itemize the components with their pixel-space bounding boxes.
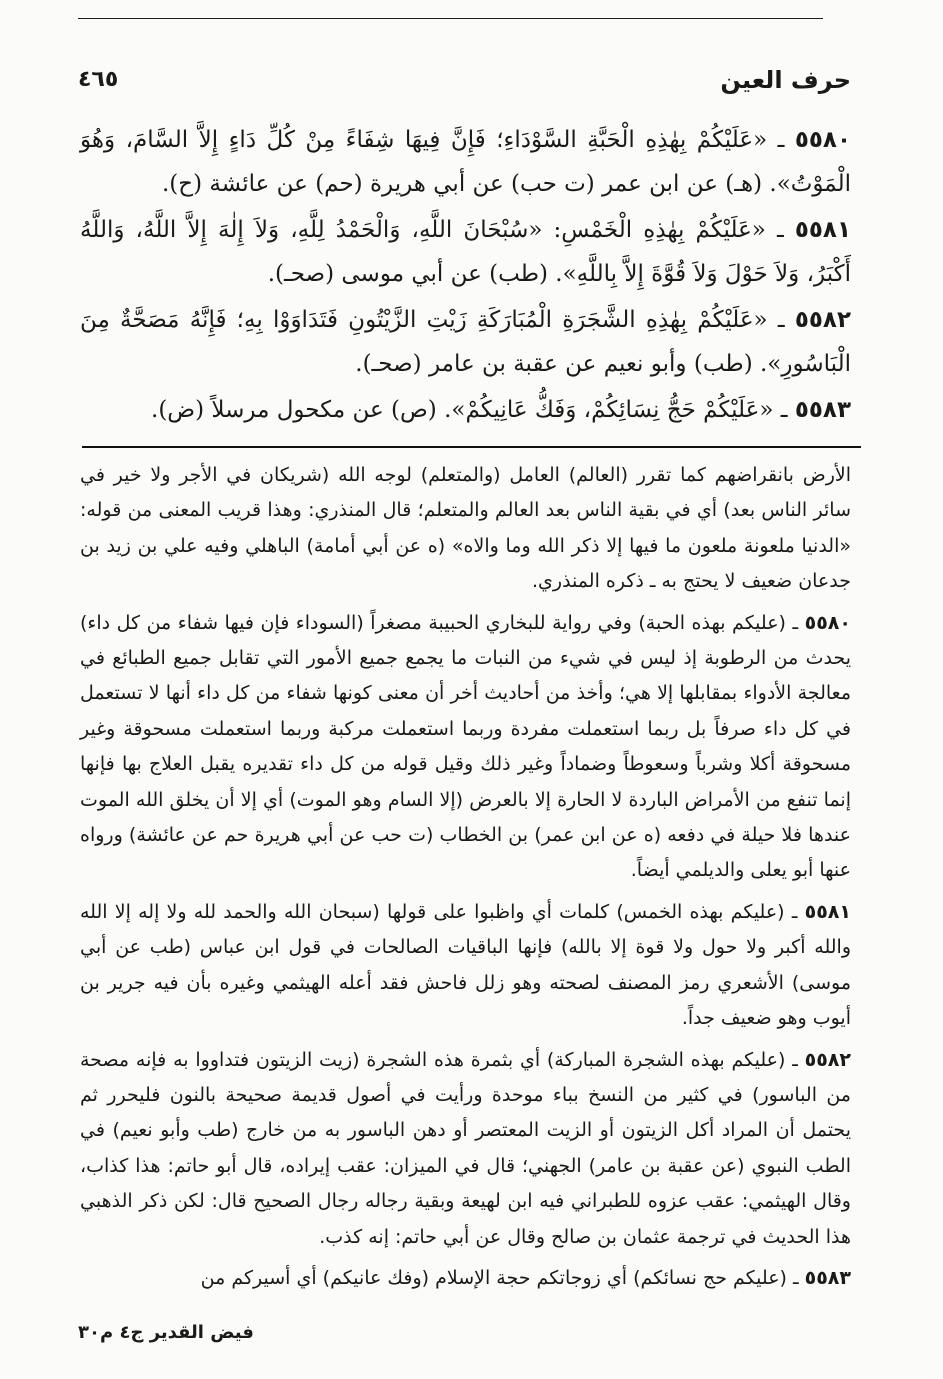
commentary-number: ٥٥٨٢ xyxy=(804,1048,851,1071)
commentary-text: (عليكم بهذه الخمس) كلمات أي واظبوا على قولها (سبحان الله والحمد لله ولا إله إلا الله والله أكبر ولا حول ولا قوة إلا بالله) فإنها الباقيات الصالحات في قول ابن عباس (طب عن أبي موسى) الأشعري رمز المصنف لصحته وهو زلل فاحش فقد أعله الهيثمي وغيره بأن فيه جرير بن أيوب وهو ضعيف جداً. xyxy=(80,900,851,1030)
commentary-item: ٥٥٨٠ ـ (عليكم بهذه الحبة) وفي رواية للبخاري الحبيبة مصغراً (السوداء فإن فيها شفاء من كل داء) يحدث من الرطوبة إذ ليس في شيء من النبات ما يجمع جميع الأمور التي تقابل جميع الطبائع في معالجة الأدواء بمقابلها إلا هي؛ وأخذ من أحاديث أخر أن معنى كونها شفاء من كل داء أنها لا تستعمل في كل داء صرفاً بل ربما استعملت مفردة وربما استعملت مركبة وربما استعملت مسحوقة وغير مسحوقة أكلا وشرباً وسعوطاً وضماداً وغير ذلك وقيل قوله من كل داء تقديره يقبل العلاج بها فإنها إنما تنفع من الأمراض الباردة لا الحارة إلا بالعرض (إلا السام وهو الموت) أي إلا أن يخلق الله الموت عندها فلا حيلة في دفعه (ه عن ابن عمر) بن الخطاب (ت حب عن أبي هريرة حم عن عائشة) ورواه عنها أبو يعلى والديلمي أيضاً. xyxy=(80,611,851,882)
hadith-item: ٥٥٨٣ ـ «عَلَيْكُمْ حَجُّ نِسَائِكُمْ، وَفَكُّ عَانِيكُمْ». (ص) عن مكحول مرسلاً (ض). xyxy=(151,397,851,423)
commentary-number: ٥٥٨٠ xyxy=(804,611,851,634)
commentary-number: ٥٥٨١ xyxy=(804,900,851,923)
hadith-number: ٥٥٨٣ xyxy=(794,397,851,423)
footer-signature: فيض القدير ج٤ م٣٠ xyxy=(78,1322,254,1343)
commentary-item: ٥٥٨٣ ـ (عليكم حج نسائكم) أي زوجاتكم حجة الإسلام (وفك عانيكم) أي أسيركم من xyxy=(200,1266,851,1289)
hadith-number: ٥٥٨١ xyxy=(794,217,851,243)
header-rule xyxy=(78,18,823,19)
commentary-section xyxy=(80,458,851,1302)
header-title: حرف العين xyxy=(720,66,851,94)
running-header xyxy=(78,62,851,98)
hadith-text: «عَلَيْكُمْ بِهٰذِهِ الْخَمْسِ: «سُبْحَانَ اللَّهِ، وَالْحَمْدُ لِلَّهِ، وَلاَ إِلٰهَ إِلاَّ اللَّهُ، وَاللَّهُ أَكْبَرُ، وَلاَ حَوْلَ وَلاَ قُوَّةَ إِلاَّ بِاللَّهِ». (طب) عن أبي موسى (صحـ). xyxy=(80,217,851,287)
commentary-text: (عليكم بهذه الشجرة المباركة) أي بثمرة هذه الشجرة (زيت الزيتون فتداووا به فإنه مصحة من الباسور) في كثير من النسخ بباء موحدة ورأيت في أصول قديمة صحيحة بالنون فليحرر ثم يحتمل أن المراد أكل الزيتون أو الزيت المعتصر أو دهن الباسور به من خارج (طب وأبو نعيم) في الطب النبوي (عن عقبة بن عامر) الجهني؛ قال في الميزان: عقب إيراده، قال أبو حاتم: هذا كذاب، وقال الهيثمي: عقب عزوه للطبراني فيه ابن لهيعة وبقية رجاله رجال الصحيح قال: لكن ذكر الذهبي هذا الحديث في ترجمة عثمان بن صالح وقال عن أبي حاتم: إنه كذب. xyxy=(80,1048,851,1248)
hadith-text: «عَلَيْكُمْ بِهٰذِهِ الشَّجَرَةِ الْمُبَارَكَةِ زَيْتِ الزَّيْتُونِ فَتَدَاوَوْا بِهِ؛ فَإِنَّهُ مَصَحَّةٌ مِنَ الْبَاسُورِ». (طب) وأبو نعيم عن عقبة بن عامر (صحـ). xyxy=(80,307,851,377)
footnote-separator xyxy=(82,446,861,448)
hadith-list xyxy=(80,118,851,434)
commentary-text: الأرض بانقراضهم كما تقرر (العالم) العامل (والمتعلم) لوجه الله (شريكان في الأجر ولا خير في سائر الناس بعد) أي في بقية الناس بعد العالم والمتعلم؛ قال المنذري: وهذا قريب المعنى من قوله: «الدنيا ملعونة ملعون ما فيها إلا ذكر الله وما والاه» (ه عن أبي أمامة) الباهلي وفيه علي بن زيد بن جدعان ضعيف لا يحتج به ـ ذكره المنذري. xyxy=(80,464,851,593)
hadith-item: ٥٥٨١ ـ «عَلَيْكُمْ بِهٰذِهِ الْخَمْسِ: «سُبْحَانَ اللَّهِ، وَالْحَمْدُ لِلَّهِ، وَلاَ إِلٰهَ إِلاَّ اللَّهُ، وَاللَّهُ أَكْبَرُ، وَلاَ حَوْلَ وَلاَ قُوَّةَ إِلاَّ بِاللَّهِ». (طب) عن أبي موسى (صحـ). xyxy=(80,217,851,287)
commentary-text: (عليكم حج نسائكم) أي زوجاتكم حجة الإسلام (وفك عانيكم) أي أسيركم من xyxy=(200,1266,787,1289)
commentary-text: (عليكم بهذه الحبة) وفي رواية للبخاري الحبيبة مصغراً (السوداء فإن فيها شفاء من كل داء) يحدث من الرطوبة إذ ليس في شيء من النبات ما يجمع جميع الأمور التي تقابل جميع الطبائع في معالجة الأدواء بمقابلها إلا هي؛ وأخذ من أحاديث أخر أن معنى كونها شفاء من كل داء أنها لا تستعمل في كل داء صرفاً بل ربما استعملت مفردة وربما استعملت مركبة وربما استعملت مسحوقة وغير مسحوقة أكلا وشرباً وسعوطاً وضماداً وغير ذلك وقيل قوله من كل داء تقديره يقبل العلاج بها فإنها إنما تنفع من الأمراض الباردة لا الحارة إلا بالعرض (إلا السام وهو الموت) أي إلا أن يخلق الله الموت عندها فلا حيلة في دفعه (ه عن ابن عمر) بن الخطاب (ت حب عن أبي هريرة حم عن عائشة) ورواه عنها أبو يعلى والديلمي أيضاً. xyxy=(80,611,851,882)
hadith-text: «عَلَيْكُمْ حَجُّ نِسَائِكُمْ، وَفَكُّ عَانِيكُمْ». (ص) عن مكحول مرسلاً (ض). xyxy=(151,397,774,423)
commentary-item: ٥٥٨٢ ـ (عليكم بهذه الشجرة المباركة) أي بثمرة هذه الشجرة (زيت الزيتون فتداووا به فإنه مصحة من الباسور) في كثير من النسخ بباء موحدة ورأيت في أصول قديمة صحيحة بالنون فليحرر ثم يحتمل أن المراد أكل الزيتون أو الزيت المعتصر أو دهن الباسور به من خارج (طب وأبو نعيم) في الطب النبوي (عن عقبة بن عامر) الجهني؛ قال في الميزان: عقب إيراده، قال أبو حاتم: هذا كذاب، وقال الهيثمي: عقب عزوه للطبراني فيه ابن لهيعة وبقية رجاله رجال الصحيح قال: لكن ذكر الذهبي هذا الحديث في ترجمة عثمان بن صالح وقال عن أبي حاتم: إنه كذب. xyxy=(80,1048,851,1248)
commentary-number: ٥٥٨٣ xyxy=(804,1266,851,1289)
page-number: ٤٦٥ xyxy=(78,67,119,92)
commentary-item xyxy=(80,458,851,600)
hadith-item: ٥٥٨٠ ـ «عَلَيْكُمْ بِهٰذِهِ الْحَبَّةِ السَّوْدَاءِ؛ فَإِنَّ فِيهَا شِفَاءً مِنْ كُلِّ دَاءٍ إِلاَّ السَّامَ، وَهُوَ الْمَوْتُ». (هـ) عن ابن عمر (ت حب) عن أبي هريرة (حم) عن عائشة (ح). xyxy=(80,127,851,197)
commentary-item: ٥٥٨١ ـ (عليكم بهذه الخمس) كلمات أي واظبوا على قولها (سبحان الله والحمد لله ولا إله إلا الله والله أكبر ولا حول ولا قوة إلا بالله) فإنها الباقيات الصالحات في قول ابن عباس (طب عن أبي موسى) الأشعري رمز المصنف لصحته وهو زلل فاحش فقد أعله الهيثمي وغيره بأن فيه جرير بن أيوب وهو ضعيف جداً. xyxy=(80,900,851,1030)
hadith-number: ٥٥٨٠ xyxy=(794,127,851,153)
hadith-item: ٥٥٨٢ ـ «عَلَيْكُمْ بِهٰذِهِ الشَّجَرَةِ الْمُبَارَكَةِ زَيْتِ الزَّيْتُونِ فَتَدَاوَوْا بِهِ؛ فَإِنَّهُ مَصَحَّةٌ مِنَ الْبَاسُورِ». (طب) وأبو نعيم عن عقبة بن عامر (صحـ). xyxy=(80,307,851,377)
hadith-number: ٥٥٨٢ xyxy=(794,307,851,333)
hadith-text: «عَلَيْكُمْ بِهٰذِهِ الْحَبَّةِ السَّوْدَاءِ؛ فَإِنَّ فِيهَا شِفَاءً مِنْ كُلِّ دَاءٍ إِلاَّ السَّامَ، وَهُوَ الْمَوْتُ». (هـ) عن ابن عمر (ت حب) عن أبي هريرة (حم) عن عائشة (ح). xyxy=(80,127,851,197)
